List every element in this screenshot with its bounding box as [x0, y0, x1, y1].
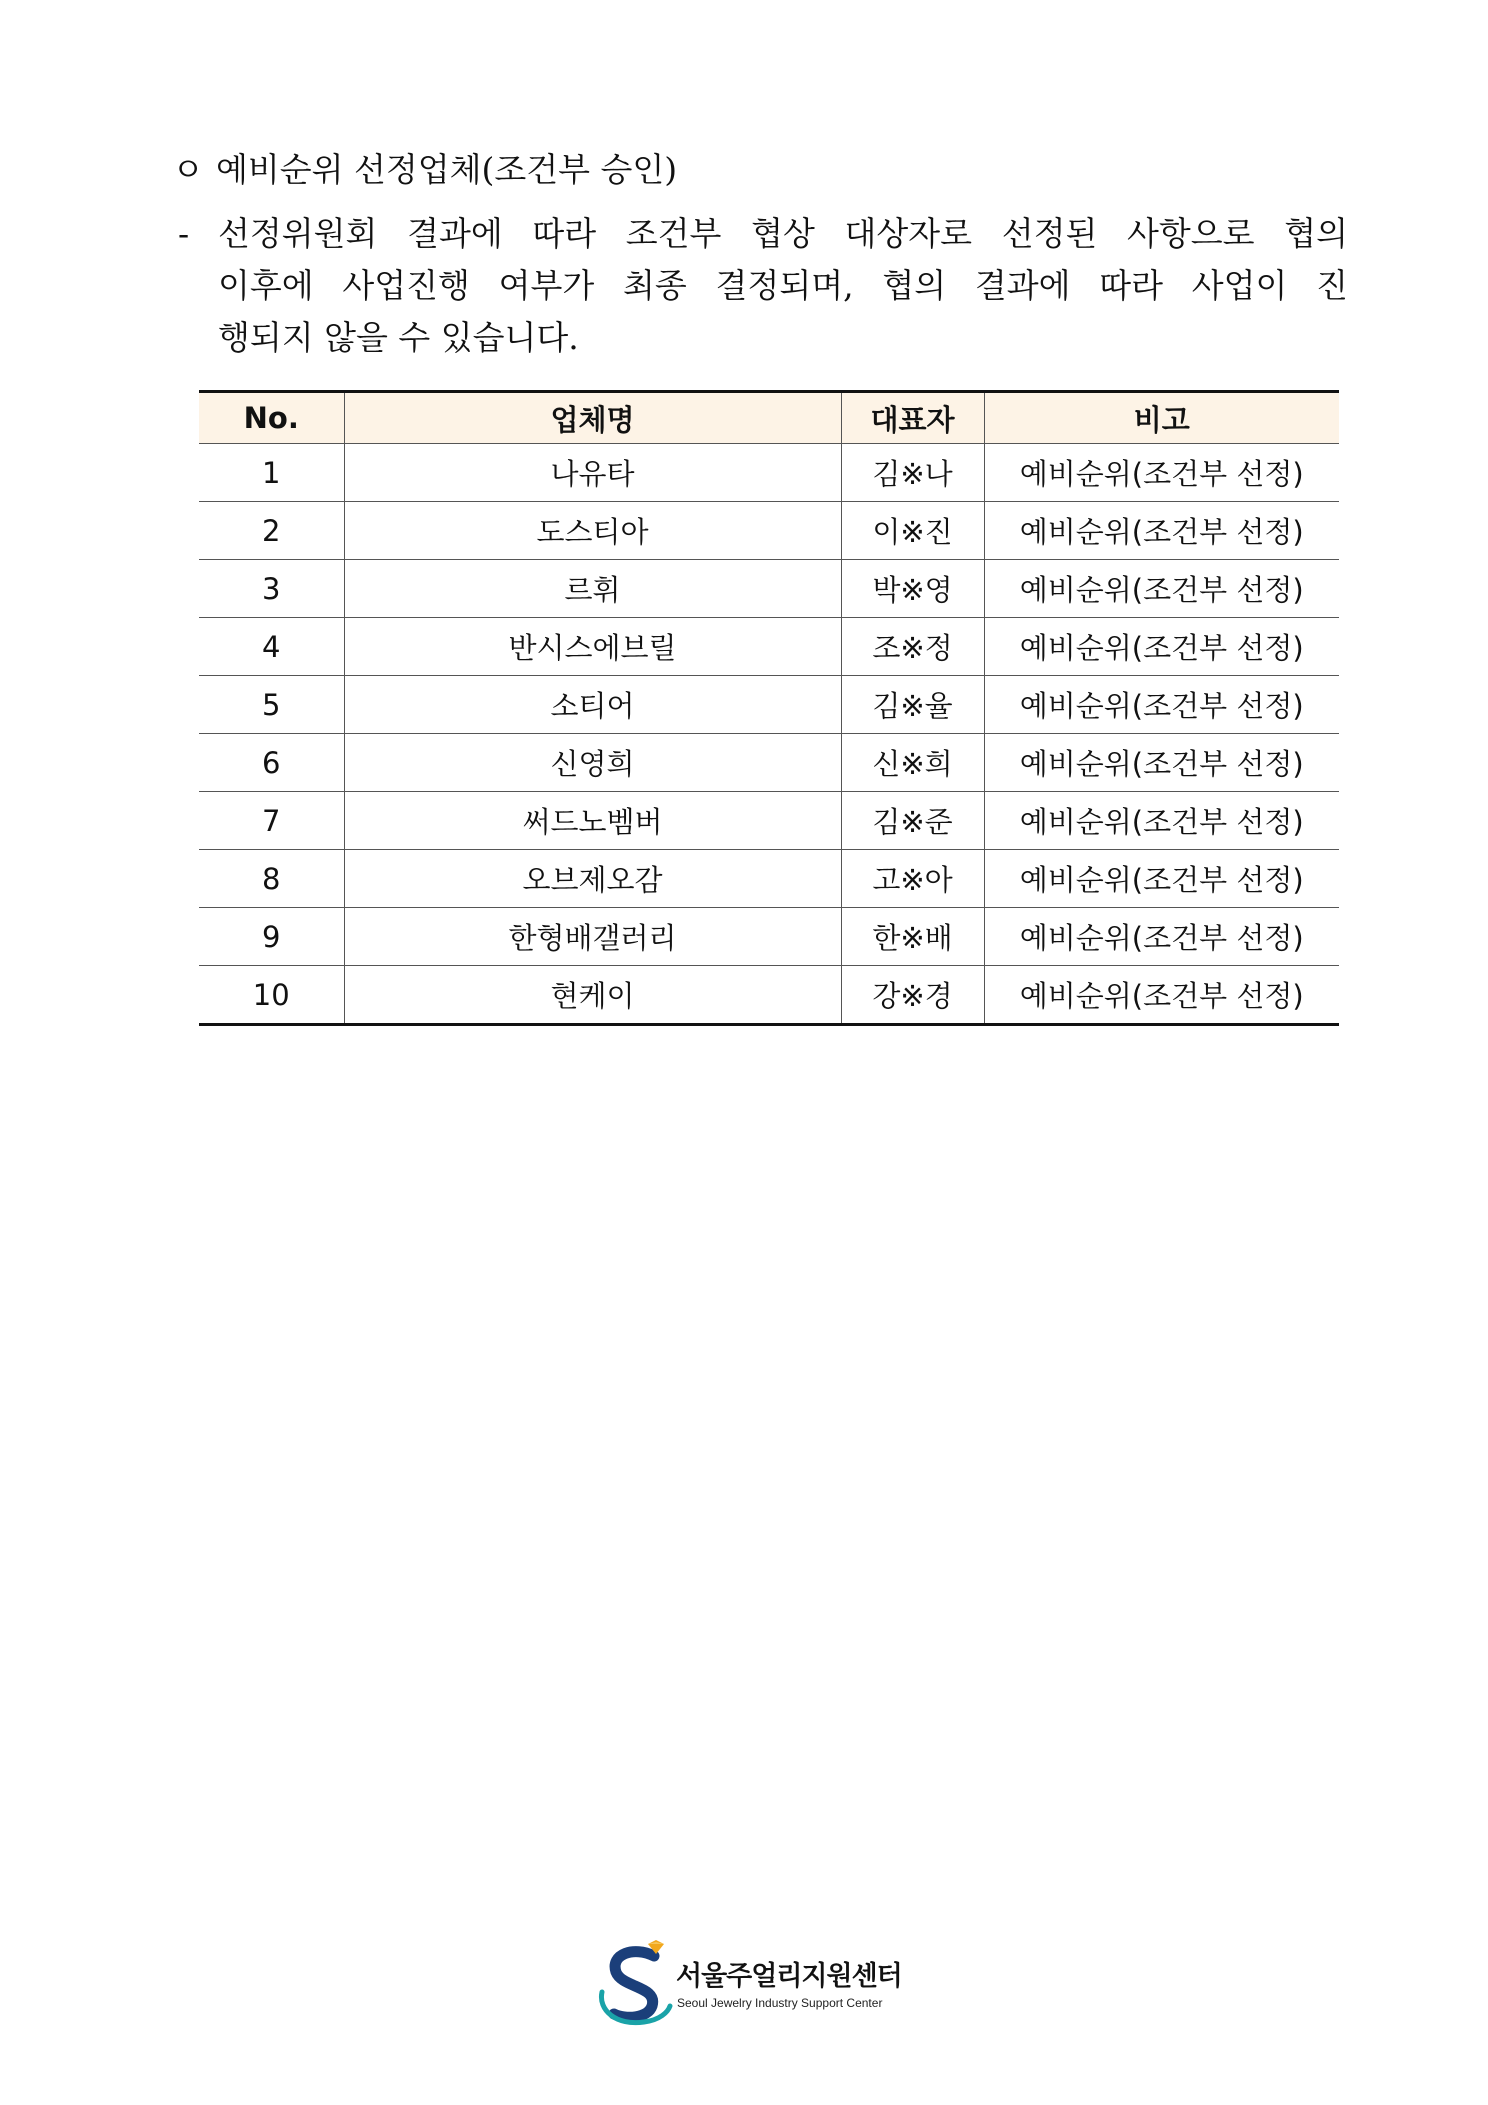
cell-representative: 강※경 [841, 966, 984, 1025]
cell-no: 3 [199, 560, 344, 618]
table-row [199, 618, 1339, 676]
table-row [199, 444, 1339, 502]
section-title: 예비순위 선정업체(조건부 승인) [216, 150, 678, 189]
cell-company-name: 르휘 [344, 560, 841, 618]
cell-no: 9 [199, 908, 344, 966]
table-header-row [199, 392, 1339, 444]
table-row [199, 560, 1339, 618]
cell-note: 예비순위(조건부 선정) [984, 908, 1339, 966]
cell-no: 1 [199, 444, 344, 502]
cell-no: 7 [199, 792, 344, 850]
cell-representative: 김※준 [841, 792, 984, 850]
cell-company-name: 도스티아 [344, 502, 841, 560]
table-row [199, 502, 1339, 560]
cell-company-name: 현케이 [344, 966, 841, 1025]
header-no: No. [199, 392, 344, 444]
cell-representative: 이※진 [841, 502, 984, 560]
table-row [199, 966, 1339, 1025]
org-name-korean: 서울주얼리지원센터 [676, 1961, 902, 1992]
table-row [199, 908, 1339, 966]
cell-company-name: 신영희 [344, 734, 841, 792]
bullet-marker: ㅇ [172, 150, 204, 189]
cell-no: 4 [199, 618, 344, 676]
cell-no: 6 [199, 734, 344, 792]
cell-representative: 신※희 [841, 734, 984, 792]
cell-company-name: 한형배갤러리 [344, 908, 841, 966]
cell-representative: 김※나 [841, 444, 984, 502]
cell-note: 예비순위(조건부 선정) [984, 734, 1339, 792]
cell-representative: 조※정 [841, 618, 984, 676]
cell-note: 예비순위(조건부 선정) [984, 618, 1339, 676]
s-swoosh-diamond-icon [596, 1940, 676, 2030]
cell-no: 5 [199, 676, 344, 734]
cell-representative: 김※율 [841, 676, 984, 734]
cell-note: 예비순위(조건부 선정) [984, 560, 1339, 618]
companies-table [199, 390, 1339, 1026]
description-line-2: 이후에 사업진행 여부가 최종 결정되며, 협의 결과에 따라 사업이 진 [218, 266, 1348, 305]
table-row [199, 734, 1339, 792]
cell-company-name: 나유타 [344, 444, 841, 502]
dash-marker: - [178, 214, 190, 253]
cell-note: 예비순위(조건부 선정) [984, 444, 1339, 502]
cell-no: 8 [199, 850, 344, 908]
description-paragraph [178, 208, 1348, 364]
description-line-1: 선정위원회 결과에 따라 조건부 협상 대상자로 선정된 사항으로 협의 [218, 214, 1348, 253]
table-row [199, 850, 1339, 908]
description-line-3: 행되지 않을 수 있습니다. [218, 318, 579, 357]
cell-note: 예비순위(조건부 선정) [984, 792, 1339, 850]
header-representative: 대표자 [841, 392, 984, 444]
section-heading [172, 148, 677, 192]
cell-company-name: 반시스에브릴 [344, 618, 841, 676]
org-name-english: Seoul Jewelry Industry Support Center [677, 1996, 883, 2010]
header-note: 비고 [984, 392, 1339, 444]
table-row [199, 676, 1339, 734]
cell-company-name: 소티어 [344, 676, 841, 734]
footer-logo [596, 1940, 902, 2030]
table-row [199, 792, 1339, 850]
cell-company-name: 써드노벰버 [344, 792, 841, 850]
cell-no: 10 [199, 966, 344, 1025]
cell-note: 예비순위(조건부 선정) [984, 676, 1339, 734]
cell-representative: 한※배 [841, 908, 984, 966]
cell-representative: 고※아 [841, 850, 984, 908]
cell-company-name: 오브제오감 [344, 850, 841, 908]
cell-representative: 박※영 [841, 560, 984, 618]
header-company-name: 업체명 [344, 392, 841, 444]
cell-note: 예비순위(조건부 선정) [984, 850, 1339, 908]
cell-note: 예비순위(조건부 선정) [984, 502, 1339, 560]
cell-note: 예비순위(조건부 선정) [984, 966, 1339, 1025]
cell-no: 2 [199, 502, 344, 560]
